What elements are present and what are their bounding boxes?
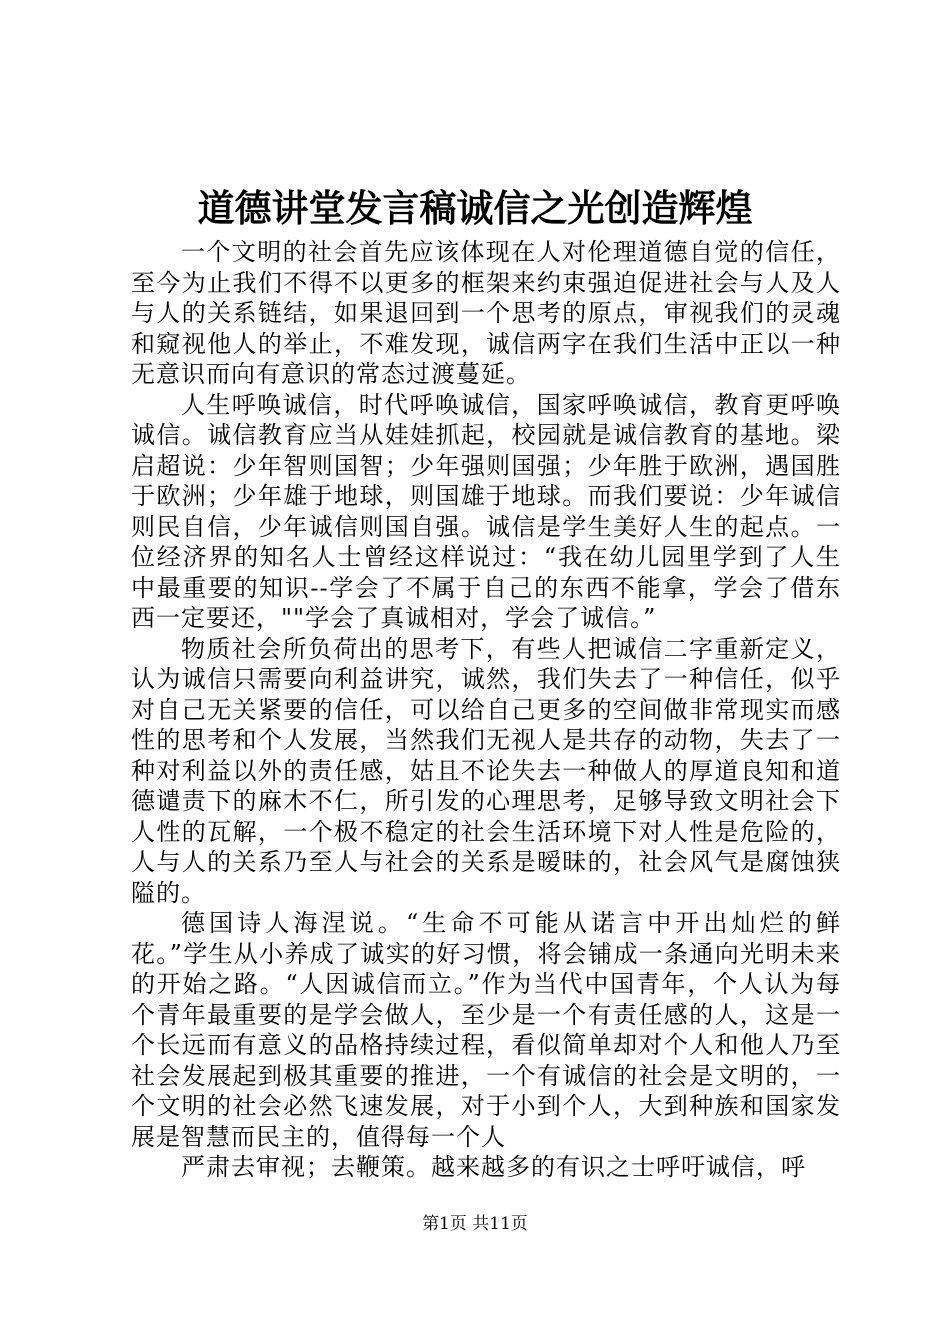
- page-number-footer: 第1页 共11页: [422, 1214, 528, 1234]
- paragraph-3: 物质社会所负荷出的思考下，有些人把诚信二字重新定义，认为诚信只需要向利益讲究，诚然，我们失去了一种信任，似乎对自己无关紧要的信任，可以给自己更多的空间做非常现实而感性的思考和个人发展，当然我们无视人是共存的动物，失去了一种对利益以外的责任感，姑且不论失去一种做人的厚道良知和道德谴责下的麻木不仁，所引发的心理思考，足够导致文明社会下人性的瓦解，一个极不稳定的社会生活环境下对人性是危险的，人与人的关系乃至人与社会的关系是暧昧的，社会风气是腐蚀狭隘的。: [131, 634, 841, 907]
- paragraph-4: 德国诗人海涅说。“生命不可能从诺言中开出灿烂的鲜花。”学生从小养成了诚实的好习惯，将会铺成一条通向光明未来的开始之路。“人因诚信而立。”作为当代中国青年，个人认为每个青年最重要的是学会做人，至少是一个有责任感的人，这是一个长远而有意义的品格持续过程，看似简单却对个人和他人乃至社会发展起到极其重要的推进，一个有诚信的社会是文明的，一个文明的社会必然飞速发展，对于小到个人，大到种族和国家发展是智慧而民主的，值得每一个人: [131, 909, 841, 1151]
- paragraph-1: 一个文明的社会首先应该体现在人对伦理道德自觉的信任，至今为止我们不得不以更多的框架来约束强迫促进社会与人及人与人的关系链结，如果退回到一个思考的原点，审视我们的灵魂和窥视他人的举止，不难发现，诚信两字在我们生活中正以一种无意识而向有意识的常态过渡蔓延。: [131, 238, 841, 388]
- document-title: 道德讲堂发言稿诚信之光创造辉煌: [197, 187, 753, 230]
- paragraph-2: 人生呼唤诚信，时代呼唤诚信，国家呼唤诚信，教育更呼唤诚信。诚信教育应当从娃娃抓起，校园就是诚信教育的基地。梁启超说：少年智则国智；少年强则国强；少年胜于欧洲，遇国胜于欧洲；少年雄于地球，则国雄于地球。而我们要说：少年诚信则民自信，少年诚信则国自强。诚信是学生美好人生的起点。一位经济界的知名人士曾经这样说过：“我在幼儿园里学到了人生中最重要的知识--学会了不属于自己的东西不能拿，学会了借东西一定要还，""学会了真诚相对，学会了诚信。”: [131, 390, 841, 632]
- paragraph-5: 严肃去审视；去鞭策。越来越多的有识之士呼吁诚信，呼: [181, 1153, 806, 1181]
- document-body: [131, 237, 841, 1183]
